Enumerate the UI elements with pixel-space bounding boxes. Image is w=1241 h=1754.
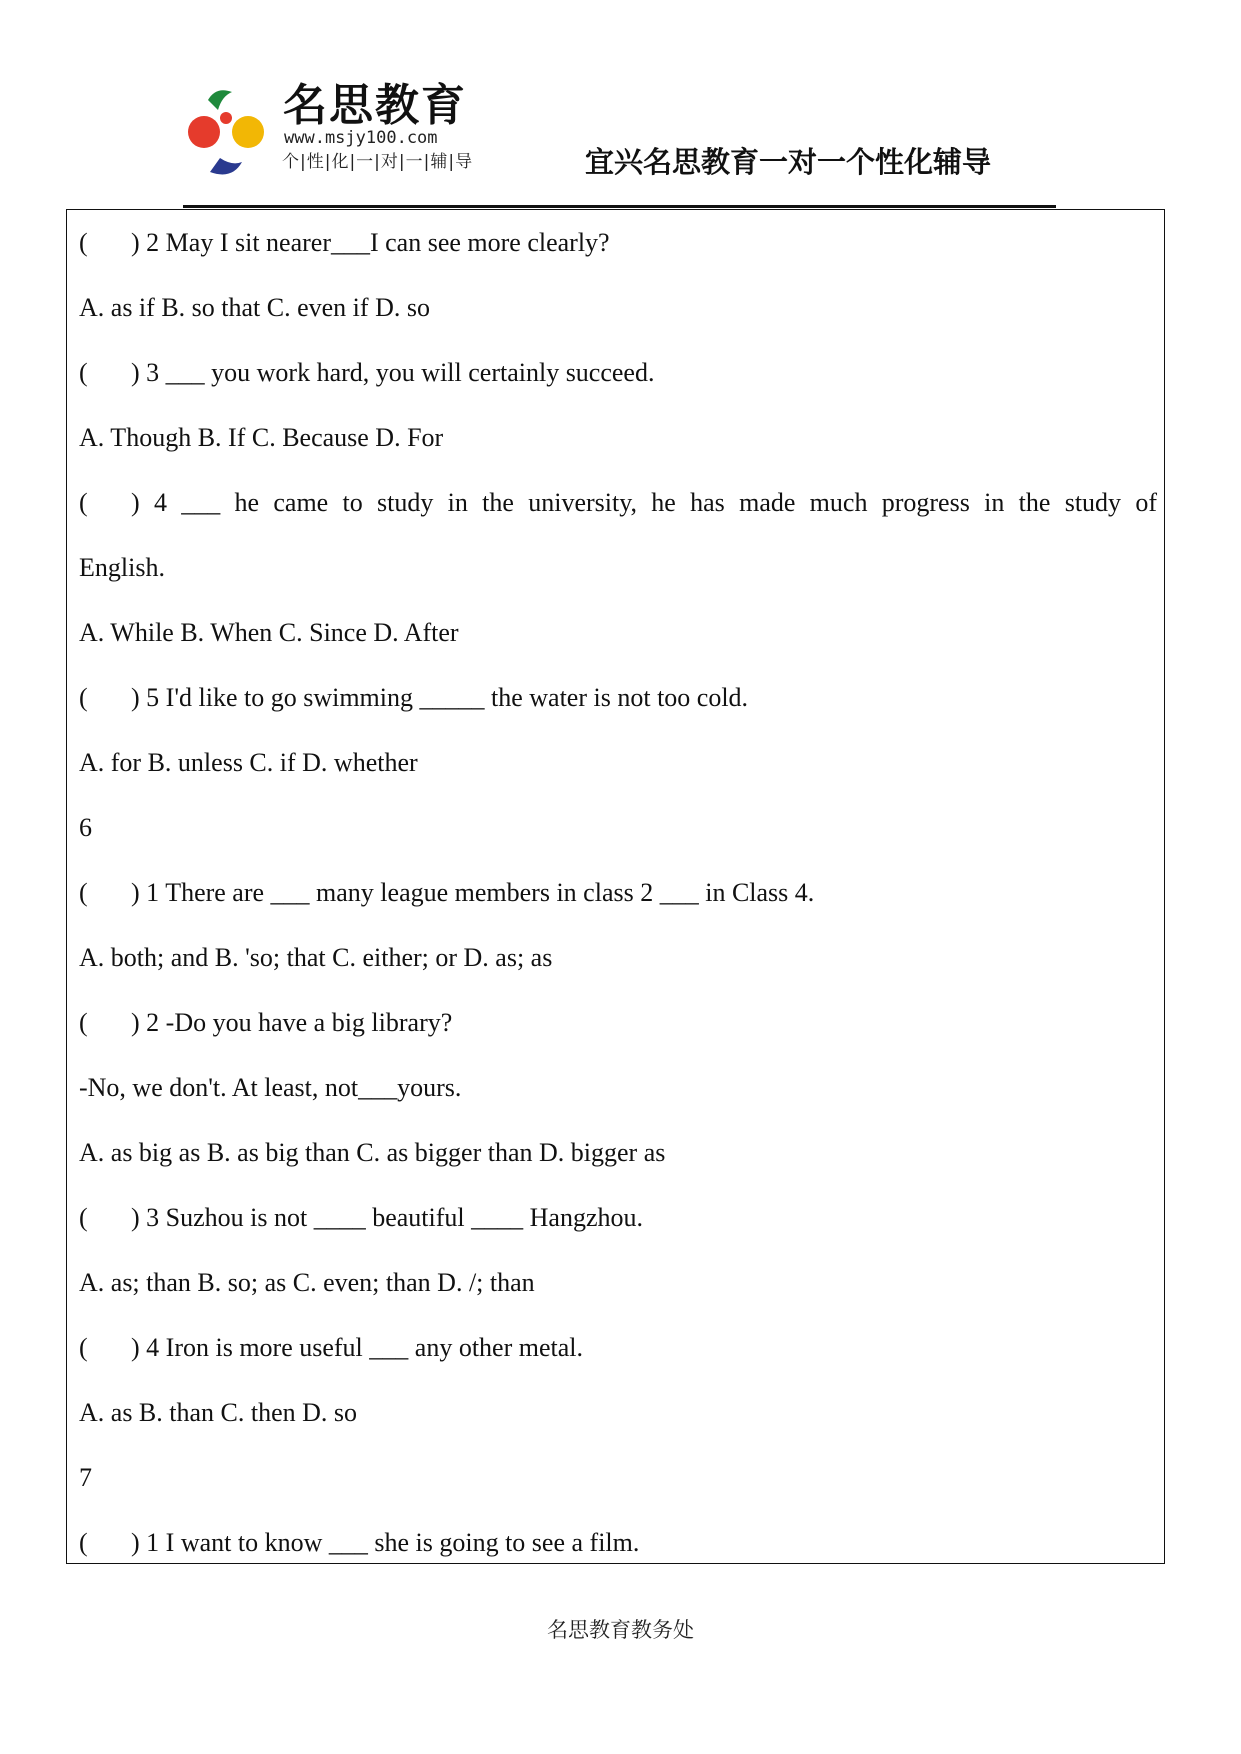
text-line — [79, 275, 1157, 340]
header-title: 宜兴名思教育一对一个性化辅导 — [585, 145, 992, 179]
line-text: ) 3 Suzhou is not ____ beautiful ____ Hangzhou. — [131, 1203, 643, 1232]
text-line — [79, 405, 1157, 470]
page-footer: 名思教育教务处 — [547, 1618, 694, 1642]
line-text: -No, we don't. At least, not___yours. — [79, 1073, 462, 1102]
page-header — [0, 0, 1241, 215]
line-text: ) 5 I'd like to go swimming _____ the water is not too cold. — [131, 683, 749, 712]
question-line — [79, 665, 1157, 730]
line-text: ) 1 There are ___ many league members in class 2 ___ in Class 4. — [131, 878, 815, 907]
answer-parenthesis: ( — [79, 358, 88, 387]
text-line — [79, 795, 1157, 860]
answer-parenthesis: ( — [79, 683, 88, 712]
line-text: 7 — [79, 1463, 92, 1492]
text-line — [79, 535, 1157, 600]
answer-parenthesis: ( — [79, 488, 88, 517]
text-line — [79, 730, 1157, 795]
question-line — [79, 470, 1157, 535]
text-line — [79, 600, 1157, 665]
question-line — [79, 990, 1157, 1055]
text-line — [79, 1120, 1157, 1185]
question-lines — [79, 210, 1157, 1564]
content-box — [66, 209, 1165, 1564]
logo-slogan: 个|性|化|一|对|一|辅|导 — [282, 152, 474, 172]
answer-parenthesis: ( — [79, 1203, 88, 1232]
logo-url: www.msjy100.com — [284, 128, 438, 148]
line-text: English. — [79, 553, 165, 582]
question-line — [79, 1185, 1157, 1250]
text-line — [79, 925, 1157, 990]
line-text: ) 2 May I sit nearer___I can see more clearly? — [131, 228, 610, 257]
text-line — [79, 1445, 1157, 1510]
line-text: ) 2 -Do you have a big library? — [131, 1008, 453, 1037]
question-line — [79, 340, 1157, 405]
question-line — [79, 210, 1157, 275]
answer-parenthesis: ( — [79, 1008, 88, 1037]
logo-name: 名思教育 — [283, 80, 467, 131]
line-text: A. both; and B. 'so; that C. either; or D. as; as — [79, 943, 553, 972]
question-line — [79, 1315, 1157, 1380]
text-line — [79, 1250, 1157, 1315]
question-line — [79, 860, 1157, 925]
line-text: A. Though B. If C. Because D. For — [79, 423, 444, 452]
text-line — [79, 1380, 1157, 1445]
line-text: ) 4 Iron is more useful ___ any other metal. — [131, 1333, 583, 1362]
line-text: ) 1 I want to know ___ she is going to see a film. — [131, 1528, 640, 1557]
logo-icon — [186, 88, 268, 180]
line-text: A. for B. unless C. if D. whether — [79, 748, 418, 777]
line-text: 6 — [79, 813, 92, 842]
question-line — [79, 1510, 1157, 1564]
text-line — [79, 1055, 1157, 1120]
line-text: A. as if B. so that C. even if D. so — [79, 293, 430, 322]
line-text: A. as B. than C. then D. so — [79, 1398, 358, 1427]
header-divider — [183, 205, 1056, 208]
answer-parenthesis: ( — [79, 228, 88, 257]
line-text: A. as big as B. as big than C. as bigger than D. bigger as — [79, 1138, 666, 1167]
line-text: ) 4 ___ he came to study in the university, he has made much progress in the study of — [131, 488, 1157, 517]
answer-parenthesis: ( — [79, 1528, 88, 1557]
answer-parenthesis: ( — [79, 1333, 88, 1362]
line-text: A. as; than B. so; as C. even; than D. /; than — [79, 1268, 535, 1297]
answer-parenthesis: ( — [79, 878, 88, 907]
line-text: A. While B. When C. Since D. After — [79, 618, 459, 647]
line-text: ) 3 ___ you work hard, you will certainly succeed. — [131, 358, 655, 387]
